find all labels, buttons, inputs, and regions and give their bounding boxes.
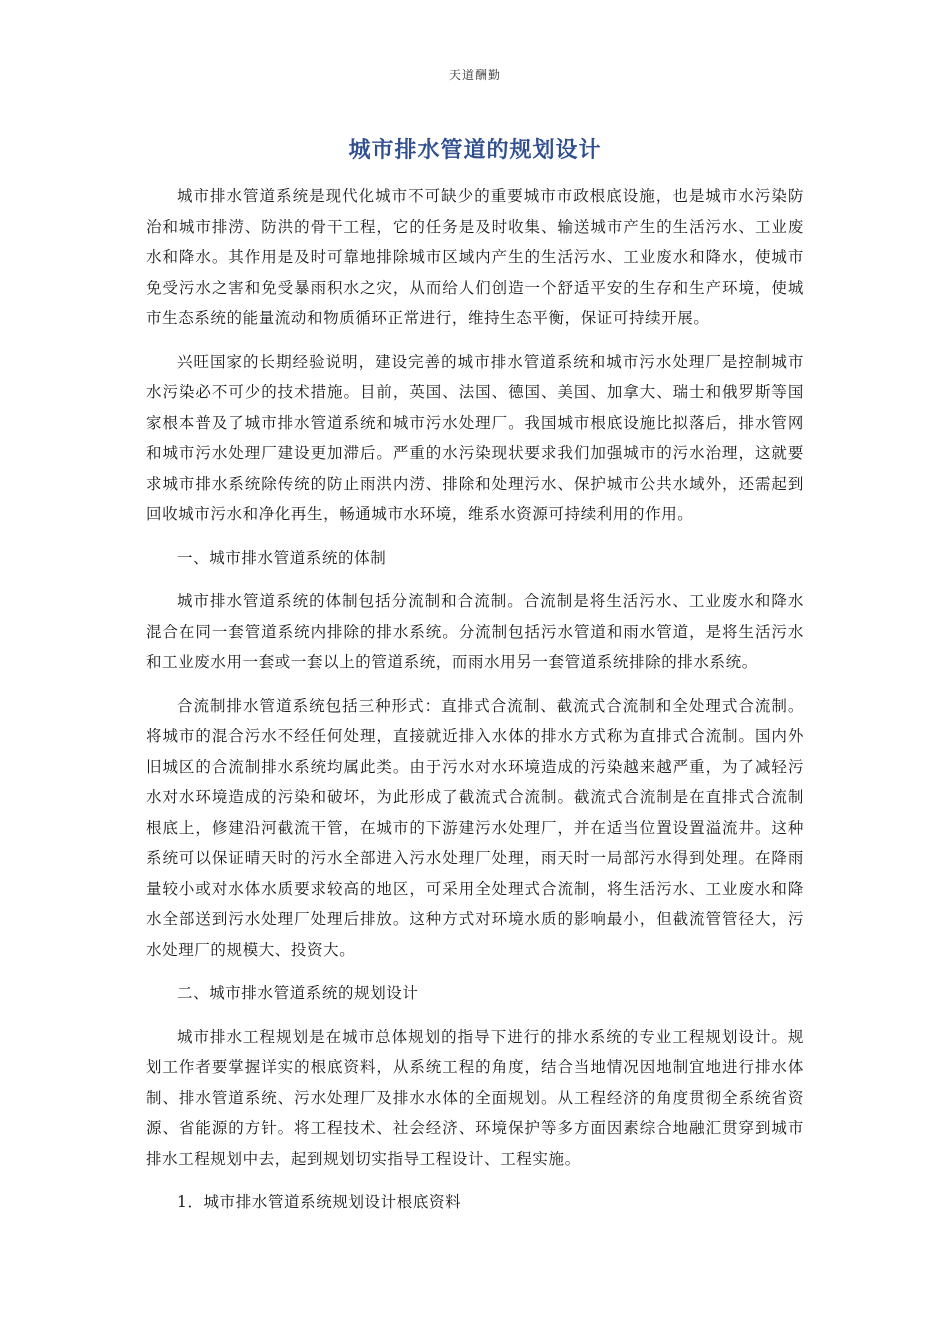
page-header: 天道酬勤: [448, 68, 501, 82]
paragraph-experience: 兴旺国家的长期经验说明，建设完善的城市排水管道系统和城市污水处理厂是控制城市水污染必不可少的技术措施。目前，英国、法国、德国、美国、加拿大、瑞士和俄罗斯等国家根本普及了城市排水管道系统和城市污水处理厂。我国城市根底设施比拟落后，排水管网和城市污水处理厂建设更加滞后。严重的水污染现状要求我们加强城市的污水治理，这就要求城市排水系统除传统的防止雨洪内涝、排除和处理污水、保护城市公共水域外，还需起到回收城市污水和净化再生，畅通城市水环境，维系水资源可持续利用的作用。: [146, 352, 804, 523]
section-heading-2: 二、城市排水管道系统的规划设计: [177, 984, 419, 1002]
subsection-heading-1: 1．城市排水管道系统规划设计根底资料: [177, 1193, 462, 1211]
document-title: 城市排水管道的规划设计: [348, 138, 602, 163]
paragraph-system-types: 城市排水管道系统的体制包括分流制和合流制。合流制是将生活污水、工业废水和降水混合在同一套管道系统内排除的排水系统。分流制包括污水管道和雨水管道，是将生活污水和工业废水用一套或一套以上的管道系统，而雨水用另一套管道系统排除的排水系统。: [146, 592, 804, 671]
paragraph-planning: 城市排水工程规划是在城市总体规划的指导下进行的排水系统的专业工程规划设计。规划工作者要掌握详实的根底资料，从系统工程的角度，结合当地情况因地制宜地进行排水体制、排水管道系统、污水处理厂及排水水体的全面规划。从工程经济的角度贯彻全系统省资源、省能源的方针。将工程技术、社会经济、环境保护等多方面因素综合地融汇贯穿到城市排水工程规划中去，起到规划切实指导工程设计、工程实施。: [146, 1027, 804, 1168]
section-heading-1: 一、城市排水管道系统的体制: [177, 548, 387, 567]
document-body: [146, 181, 804, 1231]
paragraph-intro: 城市排水管道系统是现代化城市不可缺少的重要城市市政根底设施，也是城市水污染防治和城市排涝、防洪的骨干工程，它的任务是及时收集、输送城市产生的生活污水、工业废水和降水。其作用是及时可靠地排除城市区域内产生的生活污水、工业废水和降水，使城市免受污水之害和免受暴雨积水之灾，从而给人们创造一个舒适平安的生存和生产环境，使城市生态系统的能量流动和物质循环正常进行，维持生态平衡，保证可持续开展。: [146, 187, 804, 327]
paragraph-combined-system: 合流制排水管道系统包括三种形式：直排式合流制、截流式合流制和全处理式合流制。将城市的混合污水不经任何处理，直接就近排入水体的排水方式称为直排式合流制。国内外旧城区的合流制排水系统均属此类。由于污水对水环境造成的污染越来越严重，为了减轻污水对水环境造成的污染和破坏，为此形成了截流式合流制。截流式合流制是在直排式合流制根底上，修建沿河截流干管，在城市的下游建污水处理厂，并在适当位置设置溢流井。这种系统可以保证晴天时的污水全部进入污水处理厂处理，雨天时一局部污水得到处理。在降雨量较小或对水体水质要求较高的地区，可采用全处理式合流制，将生活污水、工业废水和降水全部送到污水处理厂处理后排放。这种方式对环境水质的影响最小，但截流管管径大，污水处理厂的规模大、投资大。: [146, 696, 804, 959]
